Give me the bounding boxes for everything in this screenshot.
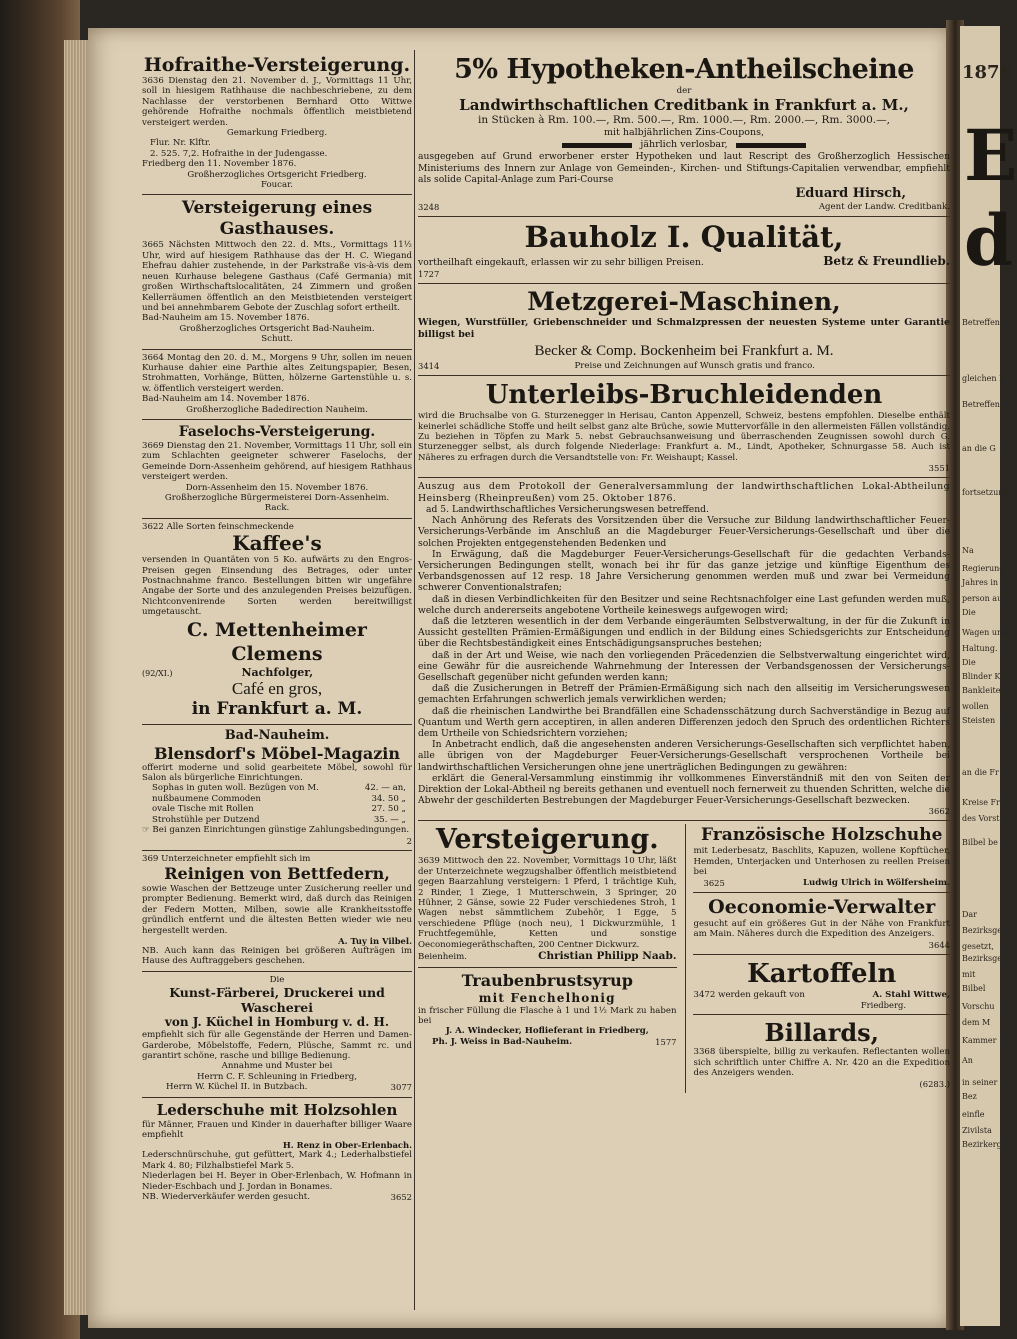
- bottom-divider: [685, 824, 686, 1092]
- bruch-body: wird die Bruchsalbe von G. Sturzenegger in Herisau, Canton Appenzell, Schweiz, bestens empfohlen. Dieselbe enthält keinerlei schädliche Stoffe und heilt selbst ganz alte Brüche, sowie Muttervorfälle in den allermeisten Fällen vollständig. Zu beziehen in Töpfen zu Mark 5. nebst Gebrauchsanweisung und überraschenden Zeugnissen sowohl durch G. Sturzenegger selbst, als durch folgende Niederlage: Frankfurt a. M., Lindt, Apotheker, Schnurgasse 58. Auch ist Näheres zu erfragen durch die Versandtstelle von: Fr. Weishaupt; Kassel.: [418, 411, 950, 463]
- next-page-line: Na: [962, 546, 974, 555]
- protokoll-paragraph: In Anbetracht endlich, daß die angesehensten anderen Versicherungs-Gesellschaften sich verpflichtet haben, alle übrigen von der Magdeburger Feuer-Versicherungs-Gesellschaft versprochenen Vortheile bei landwirthschaftlichen Versicherungen ohne jene unerträglichen Bedingungen zu gewähren:: [418, 739, 950, 773]
- right-column: [418, 54, 950, 1093]
- hofraithe-signer: Foucar.: [260, 180, 294, 191]
- bauholz-num: 1727: [418, 268, 440, 279]
- kartoffeln-signer: A. Stahl Wittwe,: [872, 989, 950, 1000]
- next-page-initial: E: [964, 114, 1017, 197]
- next-page-line: Kammer: [962, 1036, 997, 1045]
- decorative-bar: [562, 143, 632, 148]
- trauben-body: in frischer Füllung die Flasche à 1 und 1½ Mark zu haben bei: [418, 1005, 677, 1026]
- versteigerung-signer: Christian Philipp Naab.: [538, 950, 677, 963]
- metzgerei-ad: [418, 287, 950, 371]
- divider: [142, 1097, 412, 1098]
- versteigerung-place: Beienheim.: [418, 952, 468, 963]
- kaffee-cafe: Café en gros,: [231, 678, 323, 698]
- protokoll-paragraph: erklärt die General-Versammlung einstimmig ihr vollkommenes Einverständniß mit den von Seiten der Direktion der Lokal-Abtheil ng bereits gethanen und eventuell noch fernerweit zu thuenden Schritten, welche die Abwehr der geschilderten Bestrebungen der Magdeburger Feuer-Versicherungs-Gesellschaft bezwecken.: [418, 772, 950, 807]
- next-page-line: Betreffen: [962, 400, 1000, 409]
- moebel-item-name: nußbaumene Commoden: [152, 793, 261, 804]
- moebel-footer: ☞ Bei ganzen Einrichtungen günstige Zahlungsbedingungen.: [142, 825, 410, 836]
- moebel-price-list: [142, 783, 412, 825]
- next-page-line: Jahres in: [962, 578, 999, 587]
- divider: [418, 477, 950, 478]
- bauholz-title: Bauholz I. Qualität,: [524, 220, 844, 255]
- protokoll-num: 3662: [928, 806, 950, 817]
- hypotheken-signer: Eduard Hirsch,: [795, 185, 906, 201]
- faerberei-title: Kunst-Färberei, Druckerei und Wascherei: [169, 985, 385, 1016]
- next-page-line: Bilbel be: [962, 838, 998, 847]
- next-page-line: in seiner: [962, 1078, 998, 1087]
- billards-ad: [693, 1018, 950, 1088]
- faselochs-signer: Rack.: [264, 503, 290, 514]
- bettfedern-ad: [142, 854, 412, 967]
- hypotheken-der: der: [676, 86, 692, 96]
- divider: [418, 375, 950, 376]
- moebel-num: 2: [406, 835, 412, 846]
- kaffee-city: in Frankfurt a. M.: [191, 698, 363, 719]
- gasthaus-place: Bad-Nauheim am 15. November 1876.: [142, 313, 310, 324]
- next-page-line: Die: [962, 658, 976, 667]
- next-page-line: an die G: [962, 444, 996, 453]
- hypotheken-ad: [418, 54, 950, 212]
- column-divider: [414, 50, 415, 1310]
- bauholz-ad: [418, 220, 950, 278]
- next-page-line: Kreise Fr: [962, 798, 1000, 807]
- trauben-agent-2: Ph. J. Weiss in Bad-Nauheim.: [432, 1036, 573, 1047]
- moebel-price-row: [142, 815, 412, 825]
- billards-body: 3368 überspielte, billig zu verkaufen. Reflectanten wollen sich schriftlich unter Chiffre A. Nr. 420 an die Expedition des Anzeigers wenden.: [693, 1047, 950, 1079]
- divider: [418, 283, 950, 284]
- divider: [142, 850, 412, 851]
- hofraithe-ad: [142, 54, 412, 190]
- protokoll-article: [418, 481, 950, 816]
- next-page-line: Die: [962, 608, 976, 617]
- oeconomie-body: gesucht auf ein größeres Gut in der Nähe von Frankfurt am Main. Näheres durch die Expedition des Anzeigers.: [693, 919, 950, 940]
- divider: [693, 892, 950, 893]
- faerberei-agent-2: Herrn W. Küchel II. in Butzbach.: [166, 1082, 308, 1093]
- billards-title: Billards,: [764, 1018, 879, 1048]
- faselochs-body: 3669 Dienstag den 21. November, Vormittags 11 Uhr, soll ein zum Schlachten geeigneter schwerer Faselochs, der Gemeinde Dorn-Assenheim gehörend, auf hiesigem Rathhaus versteigert werden.: [142, 440, 412, 483]
- hypotheken-bank: Landwirthschaftlichen Creditbank in Frankfurt a. M.,: [459, 96, 909, 115]
- moebel-title: Blensdorf's Möbel-Magazin: [154, 743, 400, 763]
- oeconomie-num: 3644: [928, 939, 950, 950]
- next-page-line: gleichen K: [962, 374, 1006, 383]
- versteigerung-body: 3639 Mittwoch den 22. November, Vormittags 10 Uhr, läßt der Unterzeichnete wegzugshalber öffentlich meistbietend gegen Baarzahlung versteigern: 1 Pferd, 1 trächtige Kuh, 2 Rinder, 1 Ziege, 1 Mutterschwein, 3 Springer, 20 Hühner, 2 Gänse, sowie 22 Fuder verschiedenes Stroh, 1 Wagen nebst sämmtlichem Zubehör, 1 Egge, 5 verschiedene Pflüge (noch neu), 1 Dickwurzmühle, 1 Fruchtfegemühle, Ketten und sonstige Oeconomiegeräthschaften, 200 Centner Dickwurz.: [418, 856, 677, 950]
- moebel-price-row: [142, 783, 412, 793]
- gasthaus-office: Großherzogliches Ortsgericht Bad-Nauheim.: [179, 323, 375, 334]
- bettfedern-title: Reinigen von Bettfedern,: [164, 863, 390, 883]
- divider: [693, 1014, 950, 1015]
- kaffee-title: Kaffee's: [232, 531, 322, 556]
- moebel-item-price: 34. 50 „: [371, 793, 406, 804]
- holzschuhe-title: Französische Holzschuhe: [701, 825, 943, 846]
- holzschuhe-signer: Ludwig Ulrich in Wölfersheim.: [802, 877, 950, 888]
- moebel-item-name: ovale Tische mit Rollen: [152, 804, 254, 815]
- bruch-ad: [418, 379, 950, 473]
- next-page-line: mit: [962, 970, 976, 979]
- gasthaus-title: Versteigerung eines Gasthauses.: [181, 198, 373, 240]
- hofraithe-title: Hofraithe-Versteigerung.: [143, 54, 411, 76]
- protokoll-paragraph: daß die letzteren wesentlich in der dem Verbande eingeräumten Selbstverwaltung, in der für die Zukunft in Aussicht gestellten Prämien-Ermäßigungen und endlich in der Bildung eines Schiedsgerichts zur Entscheidung über die Rechtsbeständigkeit eines Entschädigungsanspruches bestehen;: [418, 616, 950, 650]
- moebel-item-name: Sophas in guten woll. Bezügen von M.: [152, 783, 319, 794]
- next-page-line: fortsetzung: [962, 488, 1009, 497]
- kaffee-firm-sub: Nachfolger,: [241, 665, 314, 679]
- next-page-line: an die Fr: [962, 768, 999, 777]
- faselochs-place: Dorn-Assenheim den 15. November 1876.: [185, 482, 369, 493]
- protokoll-paragraph: daß die Zusicherungen in Betreff der Prämien-Ermäßigung sich nach den allseitig im Versicherungswesen gemachten Erfahrungen schwerlich jemals verwirklichen werden;: [418, 683, 950, 706]
- moebel-body: offerirt moderne und solid gearbeitete Möbel, sowohl für Salon als bürgerliche Einrichtungen.: [142, 762, 412, 784]
- kurhaus-ad: [142, 353, 412, 415]
- moebel-item-price: 42. — an,: [364, 783, 406, 794]
- kaffee-ref: (92/XI.): [142, 668, 173, 678]
- moebel-ad: [142, 728, 412, 846]
- next-page-line: Wagen und: [962, 628, 1008, 637]
- faerberei-sub: von J. Küchel in Homburg v. d. H.: [164, 1015, 390, 1030]
- bottom-left-ads: [418, 824, 677, 1092]
- kaffee-body: versenden in Quantäten von 5 Ko. aufwärts zu den Engros-Preisen gegen Einsendung des Betrages, oder unter Postnachnahme franco. Bestellungen bitten wir ungefähre Angabe der Sorte und des anzulegenden Preises beizufügen. Nichtconvenirende Sorten werden bereitwilligst umgetauscht.: [142, 555, 412, 618]
- gasthaus-ad: [142, 198, 412, 344]
- versteigerung-title: Versteigerung.: [435, 824, 659, 856]
- faerberei-die: Die: [269, 974, 285, 985]
- kaffee-intro: 3622 Alle Sorten feinschmeckende: [142, 521, 294, 532]
- bettfedern-signer: A. Tuy in Vilbel.: [338, 935, 412, 946]
- bruch-num: 3551: [928, 463, 950, 474]
- next-page-fragment: [960, 26, 1017, 1326]
- kurhaus-office: Großherzogliche Badedirection Nauheim.: [186, 404, 368, 415]
- metzgerei-body: Wiegen, Wurstfüller, Griebenschneider und Schmalzpressen der neuesten Systeme unter Garantie billigst bei: [418, 316, 950, 340]
- hypotheken-verlosbar: jährlich verlosbar,: [640, 139, 728, 151]
- faerberei-agent-1: Herrn C. F. Schleuning in Friedberg,: [197, 1071, 357, 1082]
- next-page-line: Bezirksger: [962, 954, 1006, 963]
- next-page-line: des Vorst: [962, 814, 1000, 823]
- kurhaus-place: Bad-Nauheim am 14. November 1876.: [142, 394, 310, 405]
- faselochs-title: Faselochs-Versteigerung.: [178, 423, 376, 440]
- lederschuhe-depots: Niederlagen bei H. Beyer in Ober-Erlenbach, W. Hofmann in Nieder-Eschbach und J. Jordan in Bonames.: [142, 1171, 412, 1192]
- bruch-title: Unterleibs-Bruchleidenden: [485, 380, 883, 411]
- kartoffeln-body: 3472 werden gekauft von: [693, 989, 805, 1000]
- metzgerei-num: 3414: [418, 360, 440, 371]
- faerberei-body: empfiehlt sich für alle Gegenstände der Herren und Damen-Garderobe, Möbelstoffe, Federn, Plüsche, Sammt rc. und garantirt schöne, rasche und billige Bedienung.: [142, 1030, 412, 1061]
- divider: [142, 349, 412, 350]
- bottom-ads: [418, 824, 950, 1092]
- bauholz-body: vortheilhaft eingekauft, erlassen wir zu sehr billigen Preisen.: [418, 257, 704, 269]
- kartoffeln-place: Friedberg.: [860, 1000, 906, 1011]
- next-page-line: Dar: [962, 910, 978, 919]
- next-page-line: Zivilsta: [962, 1126, 992, 1135]
- protokoll-paragraph: Nach Anhörung des Referats des Vorsitzenden über die Versuche zur Bildung landwirthschaftlicher Feuer-Versicherungs-Verbände im Anschluß an die Magdeburger Feuer-Versicherungs-Gesellschaft und über die solchen Projekten entgegenstehenden Bedenken und: [418, 515, 950, 549]
- versteigerung-ad: [418, 824, 677, 962]
- divider: [142, 194, 412, 195]
- trauben-title: Traubenbrustsyrup: [461, 970, 633, 990]
- divider: [142, 971, 412, 972]
- next-page-line: Haltung.: [962, 644, 998, 653]
- trauben-sub: mit Fenchelhonig: [478, 990, 616, 1005]
- moebel-place: Bad-Nauheim.: [224, 727, 330, 743]
- billards-num: (6283.): [919, 1078, 950, 1089]
- oeconomie-ad: [693, 896, 950, 950]
- bettfedern-intro: 369 Unterzeichneter empfiehlt sich im: [142, 853, 311, 864]
- moebel-price-row: [142, 804, 412, 814]
- next-page-line: person auf: [962, 594, 1006, 603]
- lederschuhe-nb: NB. Wiederverkäufer werden gesucht.: [142, 1192, 310, 1203]
- protokoll-paragraph: In Erwägung, daß die Magdeburger Feuer-Versicherungs-Gesellschaft für die gedachten Verbands-Versicherungen Bedingungen stellt, wonach bei ihr für das ganze jetzige und künftige Eigenthum des Verbandsgenossen auf 12 resp. 18 Jahre Versicherung genommen werden muß und zwar bei Vermeidung schwerer Conventionalstrafen;: [418, 548, 950, 594]
- hypotheken-signer-role: Agent der Landw. Creditbank.: [818, 201, 950, 212]
- divider: [418, 820, 950, 821]
- lederschuhe-title: Lederschuhe mit Holzsohlen: [156, 1100, 398, 1119]
- hofraithe-place: Friedberg den 11. November 1876.: [142, 159, 297, 170]
- divider: [693, 954, 950, 955]
- lederschuhe-signer: H. Renz in Ober-Erlenbach.: [282, 1140, 412, 1151]
- lederschuhe-ad: [142, 1101, 412, 1203]
- gasthaus-body: 3665 Nächsten Mittwoch den 22. d. Mts., Vormittags 11½ Uhr, wird auf hiesigem Rathhause das der H. C. Wiegand Ehefrau dahier zustehende, in der Parkstraße vis-à-vis dem neuen Kurhause belegene Gasthaus (Café Germania) mit großen Wirthschaftslocalitäten, 24 Zimmern und großen Kellerräumen öffentlich an den Meistbietenden versteigert und bei annehmbarem Gebote der Zuschlag sofort ertheilt.: [142, 240, 412, 313]
- oeconomie-title: Oeconomie-Verwalter: [708, 896, 936, 919]
- divider: [142, 419, 412, 420]
- next-page-line: Regierung: [962, 564, 1005, 573]
- hofraithe-table-row: 2. 525. 7,2. Hofraithe in der Judengasse.: [150, 148, 328, 159]
- protokoll-paragraph: daß die rheinischen Landwirthe bei Brandfällen eine Schadensschätzung durch Sachverständige in Bezug auf Quantum und Werth gern acceptiren, in allen anderen Differenzen jedoch den Spruch des ordentlichen Richters dem Urtheile von Schiedsrichtern vorziehen;: [418, 705, 950, 740]
- next-page-line: Bezirkerg: [962, 1140, 1002, 1149]
- divider: [418, 216, 950, 217]
- faerberei-num: 3077: [390, 1082, 412, 1093]
- hofraithe-office: Großherzogliches Ortsgericht Friedberg.: [187, 169, 367, 180]
- divider: [142, 518, 412, 519]
- kaffee-ad: [142, 522, 412, 720]
- next-page-line: dem M: [962, 1018, 991, 1027]
- hofraithe-gemarkung: Gemarkung Friedberg.: [226, 128, 328, 139]
- protokoll-paragraphs: [418, 515, 950, 806]
- next-page-line: wollen: [962, 702, 989, 711]
- holzschuhe-body: mit Lederbesatz, Baschlits, Kapuzen, wollene Kopftücher, Hemden, Unterjacken und Unterhosen zu reellen Preisen bei: [693, 846, 950, 878]
- next-page-line: Bilbel: [962, 984, 986, 993]
- hofraithe-table-head: Flur. Nr. Klftr.: [150, 138, 211, 149]
- metzgerei-note: Preise und Zeichnungen auf Wunsch gratis und franco.: [574, 360, 815, 371]
- next-page-initial-2: d: [964, 199, 1013, 282]
- protokoll-paragraph: daß in diesen Verbindlichkeiten für den Besitzer und seine Rechtsnachfolger eine Last gefunden werden muß, welche durch andererseits angebotene Vortheile keineswegs aufgewogen wird;: [418, 593, 950, 616]
- moebel-item-price: 35. — „: [373, 814, 406, 825]
- moebel-price-row: [142, 794, 412, 804]
- protokoll-paragraph: daß in der Art und Weise, wie nach den vorliegenden Präcedenzien die Selbstverwaltung eingerichtet wird, eine Gewähr für die ausreichende Wahrnehmung der Interessen der Verbandsgenossen der Versicherungs-Gesellschaft gegenüber nicht gefunden werden kann;: [418, 649, 950, 684]
- hypotheken-num: 3248: [418, 201, 440, 212]
- faselochs-office: Großherzogliche Bürgermeisterei Dorn-Assenheim.: [164, 493, 390, 503]
- kartoffeln-ad: [693, 958, 950, 1010]
- next-page-line: Vorschu: [962, 1002, 995, 1011]
- holzschuhe-num: 3625: [703, 877, 725, 888]
- hypotheken-body: ausgegeben auf Grund erworbener erster Hypotheken und laut Rescript des Großherzoglich Hessischen Ministeriums des Innern zur Anlage von Gemeinden-, Kirchen- und Stiftungs-Capitalien verwendbar, empfiehlt als solide Capital-Anlage zum Pari-Course: [418, 151, 950, 186]
- gasthaus-signer: Schutt.: [261, 334, 293, 345]
- decorative-bar: [736, 143, 806, 148]
- next-page-line: Bezirksger: [962, 926, 1006, 935]
- kaffee-firm: C. Mettenheimer Clemens: [187, 618, 367, 665]
- protokoll-item: ad 5. Landwirthschaftliches Versicherungswesen betreffend.: [426, 503, 709, 515]
- lederschuhe-body: für Männer, Frauen und Kinder in dauerhafter billiger Waare empfiehlt: [142, 1119, 412, 1140]
- next-page-header: 1876: [962, 62, 1013, 83]
- holzschuhe-ad: [693, 824, 950, 888]
- hypotheken-coupons: mit halbjährlichen Zins-Coupons,: [603, 127, 765, 139]
- metzgerei-title: Metzgerei-Maschinen,: [527, 286, 841, 316]
- bottom-right-ads: [693, 824, 950, 1092]
- protokoll-title: Auszug aus dem Protokoll der Generalversammlung der landwirthschaftlichen Lokal-Abtheilung Heinsberg (Rheinpreußen) vom 25. Oktober 1876.: [418, 481, 950, 504]
- next-page-line: Blinder K: [962, 672, 1001, 681]
- next-page-line: Bez: [962, 1092, 977, 1101]
- next-page-line: einfle: [962, 1110, 985, 1119]
- next-page-line: An: [962, 1056, 973, 1065]
- moebel-item-price: 27. 50 „: [371, 804, 406, 815]
- bettfedern-nb: NB. Auch kann das Reinigen bei größeren Aufträgen im Hause des Auftraggebers geschehen.: [142, 945, 412, 967]
- trauben-ad: [418, 971, 677, 1048]
- trauben-agent-1: J. A. Windecker, Hoflieferant in Friedberg,: [445, 1026, 649, 1037]
- trauben-num: 1577: [655, 1036, 677, 1047]
- faerberei-annahme: Annahme und Muster bei: [221, 1061, 333, 1072]
- bettfedern-body: sowie Waschen der Bettzeuge unter Zusicherung reeller und prompter Bedienung. Bemerkt wird, daß durch das Reinigen der Federn Motten, Milben, sowie alle Krankheitsstoffe gründlich entfernt und die ältesten Betten wieder wie neu hergestellt werden.: [142, 883, 412, 936]
- lederschuhe-prices: Lederschnürschuhe, gut gefüttert, Mark 4.; Lederhalbstiefel Mark 4. 80; Filzhalbstiefel Mark 5.: [142, 1150, 412, 1171]
- faselochs-ad: [142, 423, 412, 514]
- hofraithe-body: 3636 Dienstag den 21. November d. J., Vormittags 11 Uhr, soll in hiesigem Rathhause die nachbeschriebene, zu dem Nachlasse der verstorbenen Bernhard Otto Wittwe gehörende Hofraithe nochmals öffentlich meistbietend versteigert werden.: [142, 76, 412, 128]
- metzgerei-firm: Becker & Comp. Bockenheim bei Frankfurt a. M.: [534, 342, 834, 359]
- next-page-line: Steisten: [962, 716, 996, 725]
- lederschuhe-num: 3652: [390, 1192, 412, 1203]
- faerberei-ad: [142, 975, 412, 1093]
- next-page-line: Betreffen: [962, 318, 1000, 327]
- hypotheken-stuecke: in Stücken à Rm. 100.—, Rm. 500.—, Rm. 1000.—, Rm. 2000.—, Rm. 3000.—,: [478, 114, 890, 127]
- left-column: [142, 54, 412, 1206]
- divider: [418, 967, 677, 968]
- kartoffeln-title: Kartoffeln: [747, 958, 897, 989]
- hypotheken-title: 5% Hypotheken-Antheilscheine: [454, 54, 914, 85]
- next-page-line: gesetzt,: [962, 942, 994, 951]
- next-page-line: Bankleite: [962, 686, 1001, 695]
- divider: [142, 724, 412, 725]
- moebel-item-name: Strohstühle per Dutzend: [152, 814, 260, 825]
- bauholz-signer: Betz & Freundlieb.: [823, 254, 950, 269]
- kurhaus-body: 3664 Montag den 20. d. M., Morgens 9 Uhr, sollen im neuen Kurhause dahier eine Parthie altes Zeitungspapier, Besen, Strohmatten, Vorhänge, Bütten, hölzerne Gartenstühle u. s. w. öffentlich versteigert werden.: [142, 352, 412, 394]
